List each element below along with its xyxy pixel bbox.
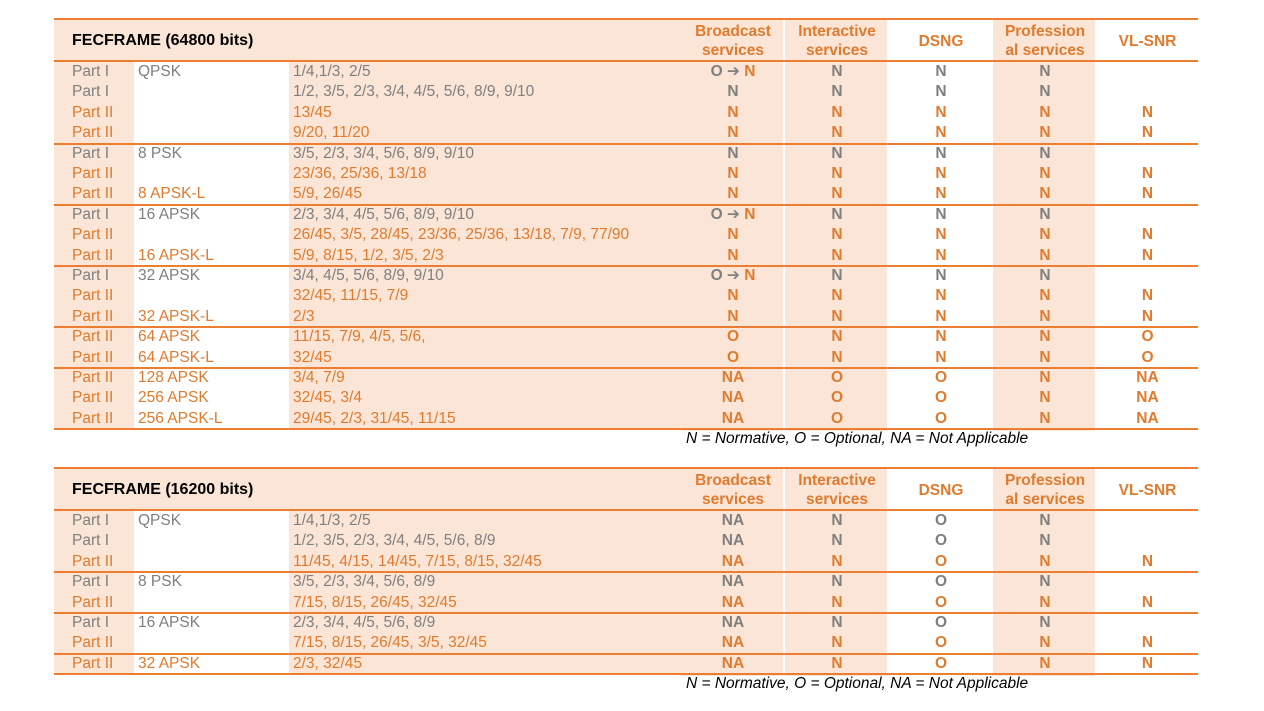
modulation-cell: QPSK [138,512,182,529]
vl-snr-value-cell: N [1141,103,1154,121]
part-cell: Part II [72,226,114,244]
arrow-right-icon: ➔ [722,267,745,284]
code-rates-cell: 11/45, 4/15, 14/45, 7/15, 8/15, 32/45 [293,552,542,570]
interactive-value-cell: N [831,614,843,631]
vl-snr-value-cell: N [1141,124,1154,142]
code-rates-cell: 32/45, 3/4 [293,389,362,407]
column-header-dsng: DSNG [918,32,964,50]
broadcast-value-cell: N [727,144,739,162]
value-from: O [710,267,723,284]
broadcast-value-cell: N [727,287,739,305]
vl-snr-value-cell: N [1141,185,1154,203]
column-header-dsng: DSNG [918,481,964,499]
broadcast-value-cell: NA [721,389,745,407]
part-cell: Part I [72,83,110,101]
dsng-value-cell: N [935,246,947,264]
code-rates-cell: 1/4,1/3, 2/5 [293,512,371,529]
part-cell: Part I [72,267,110,284]
code-rates-cell: 13/45 [293,103,332,121]
code-rates-cell: 2/3, 32/45 [293,654,362,672]
vl-snr-value-cell: N [1141,246,1154,264]
interactive-value-cell: O [830,409,844,427]
professional-value-cell: N [1039,389,1051,407]
table-row [54,511,1198,531]
table-title: FECFRAME (64800 bits) [72,32,254,49]
modulation-cell: 128 APSK [138,369,209,386]
professional-value-cell: N [1039,124,1051,142]
table-row [54,388,1198,408]
dsng-value-cell: N [935,348,947,366]
part-cell: Part II [72,593,114,611]
part-cell: Part I [72,144,110,162]
part-cell: Part II [72,307,114,325]
dsng-value-cell: N [935,267,947,284]
table-header [54,18,1198,62]
code-rates-cell: 32/45, 11/15, 7/9 [293,287,409,305]
interactive-value-cell: N [831,185,843,203]
interactive-value-cell: N [831,205,843,223]
part-cell: Part I [72,205,110,223]
dsng-value-cell: N [935,124,947,142]
modulation-cell: 64 APSK [138,328,201,346]
dsng-value-cell: N [935,103,947,121]
broadcast-value-cell: NA [721,532,745,550]
broadcast-value-cell: N [727,83,739,101]
vl-snr-value-cell: N [1141,552,1154,570]
column-header-broadcast: Broadcast services [695,472,771,508]
dsng-value-cell: O [934,369,948,386]
table-row [54,205,1198,225]
professional-value-cell: N [1039,573,1051,591]
code-rates-cell: 2/3, 3/4, 4/5, 5/6, 8/9 [293,614,436,631]
arrow-right-icon: ➔ [722,63,745,80]
modulation-cell: 16 APSK [138,205,201,223]
dsng-value-cell: N [935,307,947,325]
value-to: N [744,205,756,223]
vl-snr-value-cell: NA [1136,409,1159,427]
broadcast-value-cell [681,205,785,225]
dsng-value-cell: O [934,634,948,652]
professional-value-cell: N [1039,205,1051,223]
broadcast-value-cell: NA [721,634,745,652]
value-from: O [710,205,723,223]
broadcast-value-cell: N [727,103,739,121]
professional-value-cell: N [1039,348,1051,366]
vl-snr-value-cell: NA [1136,389,1159,407]
broadcast-value-cell [681,266,785,286]
interactive-value-cell: N [831,267,843,284]
dsng-value-cell: O [934,512,948,529]
code-rates-cell: 29/45, 2/3, 31/45, 11/15 [293,409,456,427]
column-header-professional: Profession al services [1004,472,1086,508]
fecframe-64800-table [54,18,1198,448]
vl-snr-value-cell: N [1141,226,1154,244]
modulation-cell: 8 PSK [138,573,182,591]
code-rates-cell: 1/4,1/3, 2/5 [293,63,371,80]
interactive-value-cell: N [831,287,843,305]
vl-snr-value-cell: N [1141,654,1154,672]
table-row [54,593,1198,613]
dsng-value-cell: O [934,552,948,570]
code-rates-cell: 2/3, 3/4, 4/5, 5/6, 8/9, 9/10 [293,205,474,223]
code-rates-cell: 3/5, 2/3, 3/4, 5/6, 8/9, 9/10 [293,144,474,162]
professional-value-cell: N [1039,144,1051,162]
dsng-value-cell: N [935,63,947,80]
part-cell: Part II [72,185,114,203]
interactive-value-cell: N [831,83,843,101]
broadcast-value-cell: N [727,124,739,142]
table-row [54,82,1198,102]
professional-value-cell: N [1039,267,1051,284]
interactive-value-cell: N [831,654,843,672]
broadcast-value-cell: N [727,185,739,203]
interactive-value-cell: N [831,348,843,366]
modulation-cell: 16 APSK-L [138,246,214,264]
vl-snr-value-cell: N [1141,634,1154,652]
table-top-rule [54,467,1198,469]
table-row [54,164,1198,184]
broadcast-value-cell: NA [721,614,745,631]
part-cell: Part I [72,573,110,591]
table-row [54,654,1198,674]
table-title: FECFRAME (16200 bits) [72,481,254,498]
dsng-value-cell: N [935,287,947,305]
table-row [54,531,1198,551]
broadcast-value-cell: N [727,226,739,244]
part-cell: Part II [72,328,114,346]
table-row [54,409,1198,429]
professional-value-cell: N [1039,532,1051,550]
vl-snr-value-cell: N [1141,307,1154,325]
part-cell: Part I [72,63,110,80]
code-rates-cell: 3/4, 7/9 [293,369,345,386]
interactive-value-cell: N [831,512,843,529]
vl-snr-value-cell: NA [1136,369,1159,386]
dsng-value-cell: N [935,185,947,203]
professional-value-cell: N [1039,654,1051,672]
code-rates-cell: 3/5, 2/3, 3/4, 5/6, 8/9 [293,573,436,591]
table-row [54,633,1198,653]
modulation-cell: 64 APSK-L [138,348,214,366]
broadcast-value-cell: O [726,328,740,346]
professional-value-cell: N [1039,83,1051,101]
table-row [54,572,1198,592]
column-header-vl-snr: VL-SNR [1118,32,1177,50]
part-cell: Part II [72,348,114,366]
interactive-value-cell: N [831,532,843,550]
broadcast-value-cell: NA [721,654,745,672]
interactive-value-cell: N [831,634,843,652]
dsng-value-cell: O [934,593,948,611]
table-row [54,552,1198,572]
professional-value-cell: N [1039,593,1051,611]
column-header-professional: Profession al services [1004,23,1086,59]
table-row [54,348,1198,368]
value-to: N [744,63,756,80]
part-cell: Part II [72,246,114,264]
code-rates-cell: 32/45 [293,348,332,366]
professional-value-cell: N [1039,103,1051,121]
code-rates-cell: 3/4, 4/5, 5/6, 8/9, 9/10 [293,267,444,284]
code-rates-cell: 2/3 [293,307,315,325]
part-cell: Part II [72,409,114,427]
broadcast-value-cell: NA [721,409,745,427]
arrow-right-icon: ➔ [722,205,745,223]
part-cell: Part II [72,124,114,142]
modulation-cell: 256 APSK [138,389,209,407]
professional-value-cell: N [1039,287,1051,305]
code-rates-cell: 26/45, 3/5, 28/45, 23/36, 25/36, 13/18, 7/9, 77/90 [293,226,630,244]
interactive-value-cell: N [831,226,843,244]
professional-value-cell: N [1039,328,1051,346]
broadcast-value-cell: N [727,307,739,325]
code-rates-cell: 5/9, 8/15, 1/2, 3/5, 2/3 [293,246,444,264]
dsng-value-cell: N [935,83,947,101]
dsng-value-cell: N [935,328,947,346]
modulation-cell: 8 PSK [138,144,182,162]
table-row [54,307,1198,327]
code-rates-cell: 9/20, 11/20 [293,124,370,142]
interactive-value-cell: N [831,593,843,611]
column-header-vl-snr: VL-SNR [1118,481,1177,499]
professional-value-cell: N [1039,512,1051,529]
fecframe-16200-table [54,467,1198,693]
dsng-value-cell: N [935,205,947,223]
table-row [54,62,1198,82]
dsng-value-cell: N [935,226,947,244]
professional-value-cell: N [1039,246,1051,264]
table-row [54,266,1198,286]
broadcast-value-cell [681,62,785,82]
part-cell: Part II [72,287,114,305]
table-row [54,327,1198,347]
interactive-value-cell: N [831,144,843,162]
table-row [54,184,1198,204]
column-header-broadcast: Broadcast services [695,23,771,59]
column-header-interactive: Interactive services [798,472,876,508]
interactive-value-cell: N [831,552,843,570]
code-rates-cell: 7/15, 8/15, 26/45, 32/45 [293,593,457,611]
modulation-cell: 8 APSK-L [138,185,206,203]
professional-value-cell: N [1039,409,1051,427]
broadcast-value-cell: NA [721,593,745,611]
table-row [54,246,1198,266]
value-to: N [744,267,756,284]
part-cell: Part II [72,654,114,672]
table-row [54,144,1198,164]
table-row [54,368,1198,388]
vl-snr-value-cell: N [1141,593,1154,611]
part-cell: Part II [72,634,114,652]
modulation-cell: 32 APSK-L [138,307,214,325]
modulation-cell: 256 APSK-L [138,409,223,427]
modulation-cell: 32 APSK [138,654,201,672]
interactive-value-cell: N [831,124,843,142]
modulation-cell: 16 APSK [138,614,201,631]
professional-value-cell: N [1039,185,1051,203]
vl-snr-value-cell: N [1141,287,1154,305]
interactive-value-cell: N [831,573,843,591]
professional-value-cell: N [1039,369,1051,386]
professional-value-cell: N [1039,307,1051,325]
interactive-value-cell: N [831,63,843,80]
table-row [54,613,1198,633]
interactive-value-cell: O [830,369,844,386]
part-cell: Part I [72,614,110,631]
interactive-value-cell: N [831,103,843,121]
dsng-value-cell: N [935,165,947,182]
legend-text: N = Normative, O = Optional, NA = Not Applicable [686,675,1029,693]
part-cell: Part II [72,389,114,407]
modulation-cell: QPSK [138,63,182,80]
table-row [54,123,1198,143]
interactive-value-cell: N [831,246,843,264]
dsng-value-cell: O [934,532,948,550]
dsng-value-cell: O [934,654,948,672]
vl-snr-value-cell: N [1141,165,1154,182]
professional-value-cell: N [1039,226,1051,244]
column-header-interactive: Interactive services [798,23,876,59]
professional-value-cell: N [1039,552,1051,570]
dsng-value-cell: N [935,144,947,162]
professional-value-cell: N [1039,63,1051,80]
interactive-value-cell: O [830,389,844,407]
broadcast-value-cell: N [727,165,739,182]
dsng-value-cell: O [934,389,948,407]
part-cell: Part II [72,165,114,182]
code-rates-cell: 11/15, 7/9, 4/5, 5/6, [293,328,426,346]
dsng-value-cell: O [934,409,948,427]
code-rates-cell: 23/36, 25/36, 13/18 [293,165,427,182]
table-row [54,286,1198,306]
broadcast-value-cell: O [726,348,740,366]
dsng-value-cell: O [934,573,948,591]
part-cell: Part II [72,369,114,386]
modulation-cell: 32 APSK [138,267,201,284]
broadcast-value-cell: NA [721,552,745,570]
broadcast-value-cell: NA [721,369,745,386]
value-from: O [710,63,723,80]
interactive-value-cell: N [831,165,843,182]
professional-value-cell: N [1039,165,1051,182]
table-header [54,467,1198,511]
broadcast-value-cell: NA [721,512,745,529]
broadcast-value-cell: N [727,246,739,264]
broadcast-value-cell: NA [721,573,745,591]
vl-snr-value-cell: O [1141,348,1154,366]
code-rates-cell: 5/9, 26/45 [293,185,362,203]
table-row [54,225,1198,245]
part-cell: Part II [72,552,114,570]
professional-value-cell: N [1039,634,1051,652]
code-rates-cell: 1/2, 3/5, 2/3, 3/4, 4/5, 5/6, 8/9, 9/10 [293,83,535,101]
legend-text: N = Normative, O = Optional, NA = Not Applicable [686,430,1029,448]
vl-snr-value-cell: O [1141,328,1154,346]
part-cell: Part I [72,532,110,550]
part-cell: Part II [72,103,114,121]
part-cell: Part I [72,512,110,529]
interactive-value-cell: N [831,307,843,325]
professional-value-cell: N [1039,614,1051,631]
interactive-value-cell: N [831,328,843,346]
dsng-value-cell: O [934,614,948,631]
code-rates-cell: 7/15, 8/15, 26/45, 3/5, 32/45 [293,634,487,652]
code-rates-cell: 1/2, 3/5, 2/3, 3/4, 4/5, 5/6, 8/9 [293,532,496,550]
table-top-rule [54,18,1198,20]
table-row [54,103,1198,123]
